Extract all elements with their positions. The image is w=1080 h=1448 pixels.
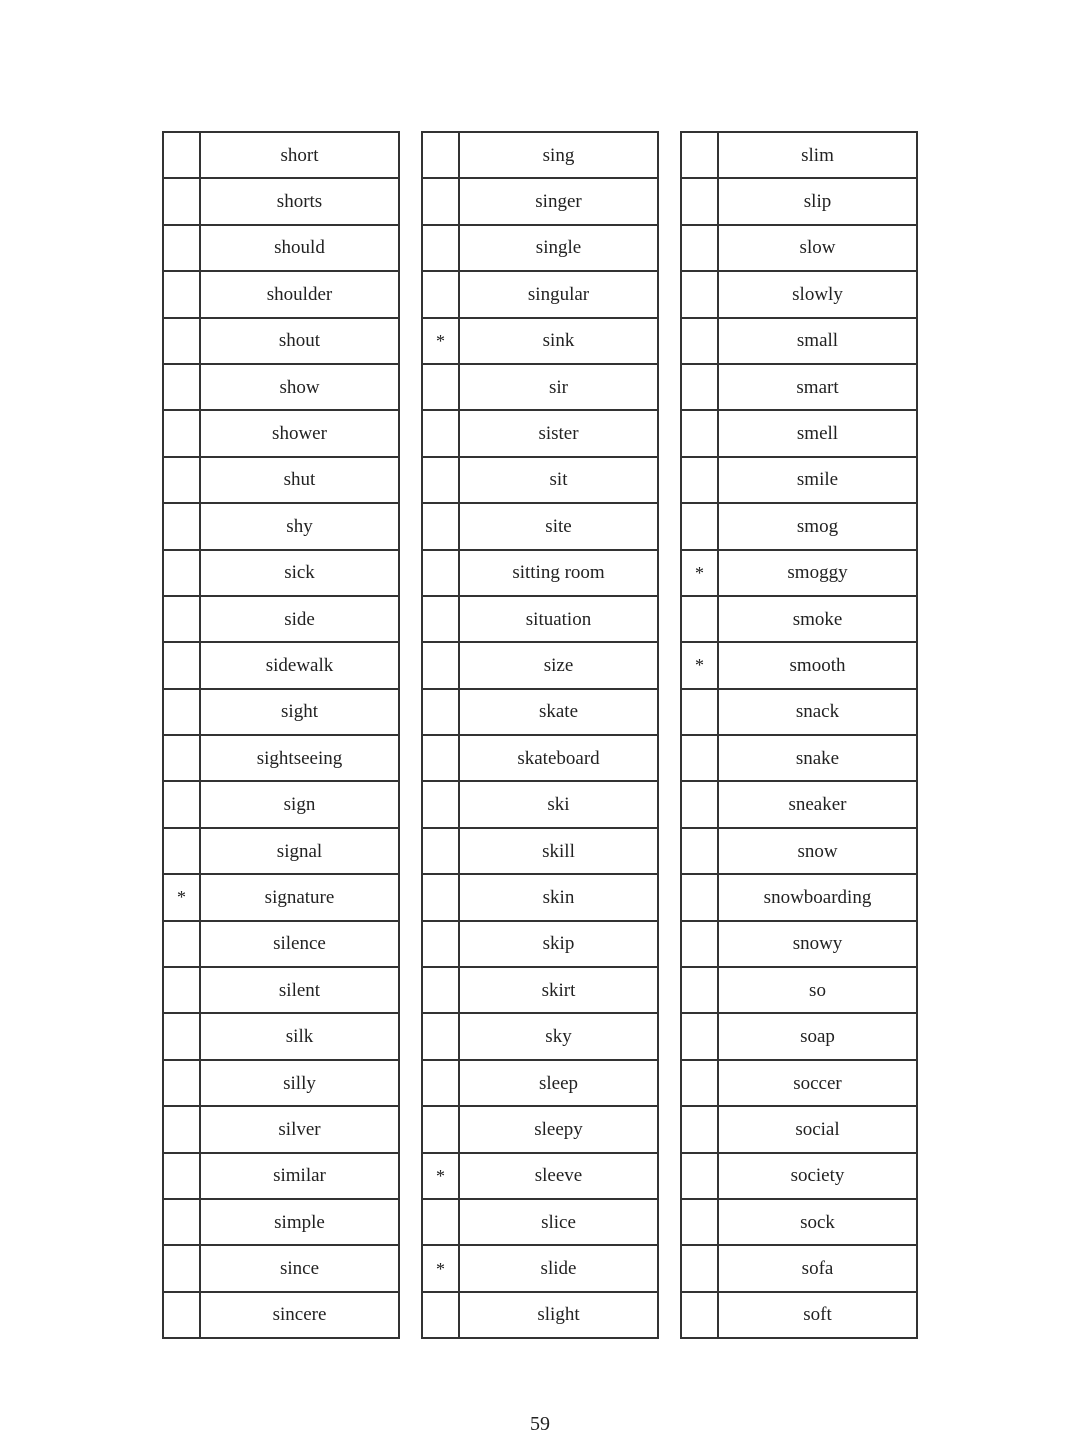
row-mark [163,503,200,549]
row-mark [681,271,718,317]
row-word: sky [459,1013,658,1059]
row-word: skill [459,828,658,874]
word-row [422,364,658,410]
row-mark [681,1153,718,1199]
row-mark: * [422,1153,459,1199]
word-row [422,1153,658,1199]
word-row [422,178,658,224]
row-mark [681,1013,718,1059]
row-word: shy [200,503,399,549]
row-mark [163,457,200,503]
word-row [681,689,917,735]
word-row [163,503,399,549]
row-word: single [459,225,658,271]
row-word: silly [200,1060,399,1106]
row-word: skin [459,874,658,920]
row-mark [422,410,459,456]
word-row [422,318,658,364]
row-word: shoulder [200,271,399,317]
word-row [422,1060,658,1106]
row-word: side [200,596,399,642]
row-word: sir [459,364,658,410]
row-mark [422,735,459,781]
row-word: skip [459,921,658,967]
word-row [163,1013,399,1059]
row-mark [422,550,459,596]
row-word: sing [459,132,658,178]
word-row [681,967,917,1013]
row-word: snack [718,689,917,735]
row-mark: * [681,642,718,688]
row-mark [422,178,459,224]
row-mark [163,967,200,1013]
word-row [681,596,917,642]
word-row [163,781,399,827]
word-row [163,318,399,364]
row-word: sidewalk [200,642,399,688]
word-row [163,828,399,874]
word-row [681,1060,917,1106]
row-mark: * [681,550,718,596]
row-mark [163,735,200,781]
row-word: smog [718,503,917,549]
word-row [681,828,917,874]
row-mark [681,1106,718,1152]
word-row [163,596,399,642]
row-mark [681,781,718,827]
word-row [681,874,917,920]
row-word: skirt [459,967,658,1013]
word-row [163,874,399,920]
row-word: smart [718,364,917,410]
word-row [422,1292,658,1338]
row-word: show [200,364,399,410]
word-row [681,642,917,688]
row-word: small [718,318,917,364]
row-mark [681,921,718,967]
row-mark [163,225,200,271]
row-word: snowboarding [718,874,917,920]
row-mark [163,596,200,642]
row-mark [681,1245,718,1291]
row-word: soccer [718,1060,917,1106]
row-word: smell [718,410,917,456]
word-row [422,596,658,642]
word-row [163,642,399,688]
word-row [681,1292,917,1338]
row-mark [422,1106,459,1152]
row-word: simple [200,1199,399,1245]
row-word: shut [200,457,399,503]
row-word: since [200,1245,399,1291]
row-word: snake [718,735,917,781]
row-word: sight [200,689,399,735]
row-word: silent [200,967,399,1013]
word-row [681,550,917,596]
row-mark [422,967,459,1013]
row-mark [422,781,459,827]
row-mark [422,225,459,271]
row-word: sock [718,1199,917,1245]
row-word: shower [200,410,399,456]
word-row [422,457,658,503]
row-word: shorts [200,178,399,224]
page-number: 59 [530,1413,550,1435]
word-row [422,874,658,920]
word-row [163,178,399,224]
word-row [422,271,658,317]
row-word: should [200,225,399,271]
word-row [681,318,917,364]
word-row [163,1245,399,1291]
word-row [163,550,399,596]
word-row [422,689,658,735]
row-word: sincere [200,1292,399,1338]
row-mark [163,642,200,688]
row-mark [422,1013,459,1059]
word-row [163,921,399,967]
row-mark [163,921,200,967]
row-mark [163,1245,200,1291]
row-mark [163,318,200,364]
word-row [422,1245,658,1291]
word-row [681,364,917,410]
word-row [681,1106,917,1152]
row-word: smoke [718,596,917,642]
word-row [422,735,658,781]
row-mark [163,689,200,735]
word-row [681,1245,917,1291]
row-mark [681,318,718,364]
row-mark [163,781,200,827]
row-mark [163,364,200,410]
row-word: signal [200,828,399,874]
row-mark [681,132,718,178]
word-row [422,828,658,874]
row-mark [681,457,718,503]
row-word: slip [718,178,917,224]
word-row [163,1153,399,1199]
row-word: smoggy [718,550,917,596]
word-row [163,1199,399,1245]
row-mark [681,828,718,874]
word-row [422,225,658,271]
row-word: skateboard [459,735,658,781]
row-word: smooth [718,642,917,688]
row-mark [681,503,718,549]
word-row [681,1013,917,1059]
row-word: ski [459,781,658,827]
row-word: silk [200,1013,399,1059]
row-mark [163,1060,200,1106]
word-row [681,503,917,549]
word-row [422,132,658,178]
row-mark [681,596,718,642]
row-word: sign [200,781,399,827]
row-mark [422,457,459,503]
row-mark [681,364,718,410]
word-row [163,457,399,503]
word-row [681,1199,917,1245]
row-word: slice [459,1199,658,1245]
row-mark [681,967,718,1013]
word-table-column-1 [162,131,400,1339]
row-word: sneaker [718,781,917,827]
row-mark [422,921,459,967]
row-mark [681,178,718,224]
row-mark [422,132,459,178]
word-row [163,132,399,178]
row-mark [422,271,459,317]
row-word: sink [459,318,658,364]
word-row [422,1013,658,1059]
row-word: situation [459,596,658,642]
row-mark [681,225,718,271]
word-row [163,1106,399,1152]
row-mark [422,364,459,410]
row-word: singular [459,271,658,317]
word-row [422,410,658,456]
word-row [681,271,917,317]
row-mark [422,503,459,549]
row-word: silence [200,921,399,967]
row-word: soft [718,1292,917,1338]
row-mark [422,689,459,735]
row-mark [163,271,200,317]
word-row [163,735,399,781]
row-mark [163,1199,200,1245]
row-word: slowly [718,271,917,317]
row-word: silver [200,1106,399,1152]
row-word: singer [459,178,658,224]
row-mark [422,1060,459,1106]
row-word: smile [718,457,917,503]
word-row [163,967,399,1013]
word-row [163,271,399,317]
word-row [681,457,917,503]
word-row [681,921,917,967]
row-mark: * [422,318,459,364]
row-mark [681,735,718,781]
row-word: sister [459,410,658,456]
row-mark [422,596,459,642]
word-row [163,1292,399,1338]
row-mark: * [163,874,200,920]
word-row [163,689,399,735]
row-mark [422,828,459,874]
word-row [163,410,399,456]
word-row [681,410,917,456]
row-mark [681,1292,718,1338]
row-word: sleeve [459,1153,658,1199]
row-word: site [459,503,658,549]
row-word: shout [200,318,399,364]
row-mark [422,1199,459,1245]
word-row [681,132,917,178]
row-word: slow [718,225,917,271]
row-word: snowy [718,921,917,967]
row-mark: * [422,1245,459,1291]
word-row [422,503,658,549]
row-word: soap [718,1013,917,1059]
row-mark [163,1292,200,1338]
row-word: sofa [718,1245,917,1291]
word-row [422,781,658,827]
row-mark [422,1292,459,1338]
row-word: slide [459,1245,658,1291]
row-word: sitting room [459,550,658,596]
row-word: size [459,642,658,688]
word-row [681,1153,917,1199]
word-row [681,225,917,271]
word-table-column-3 [680,131,918,1339]
row-word: slight [459,1292,658,1338]
row-mark [422,642,459,688]
row-word: short [200,132,399,178]
word-row [681,178,917,224]
row-mark [163,550,200,596]
row-mark [681,689,718,735]
word-table-column-2 [421,131,659,1339]
word-row [163,364,399,410]
row-word: sick [200,550,399,596]
word-row [422,550,658,596]
row-mark [163,410,200,456]
word-row [163,1060,399,1106]
word-row [422,1199,658,1245]
row-mark [681,1060,718,1106]
row-mark [163,828,200,874]
row-word: sleep [459,1060,658,1106]
word-row [163,225,399,271]
row-word: so [718,967,917,1013]
word-row [681,781,917,827]
row-mark [422,874,459,920]
row-mark [163,178,200,224]
word-row [422,642,658,688]
row-mark [163,1013,200,1059]
row-mark [681,410,718,456]
row-mark [163,1106,200,1152]
row-word: skate [459,689,658,735]
word-row [681,735,917,781]
row-mark [163,1153,200,1199]
word-row [422,967,658,1013]
row-word: social [718,1106,917,1152]
row-mark [681,1199,718,1245]
row-word: society [718,1153,917,1199]
row-word: similar [200,1153,399,1199]
row-word: signature [200,874,399,920]
row-word: sit [459,457,658,503]
row-word: slim [718,132,917,178]
row-word: snow [718,828,917,874]
row-word: sleepy [459,1106,658,1152]
word-row [422,921,658,967]
row-mark [163,132,200,178]
word-row [422,1106,658,1152]
row-mark [681,874,718,920]
row-word: sightseeing [200,735,399,781]
